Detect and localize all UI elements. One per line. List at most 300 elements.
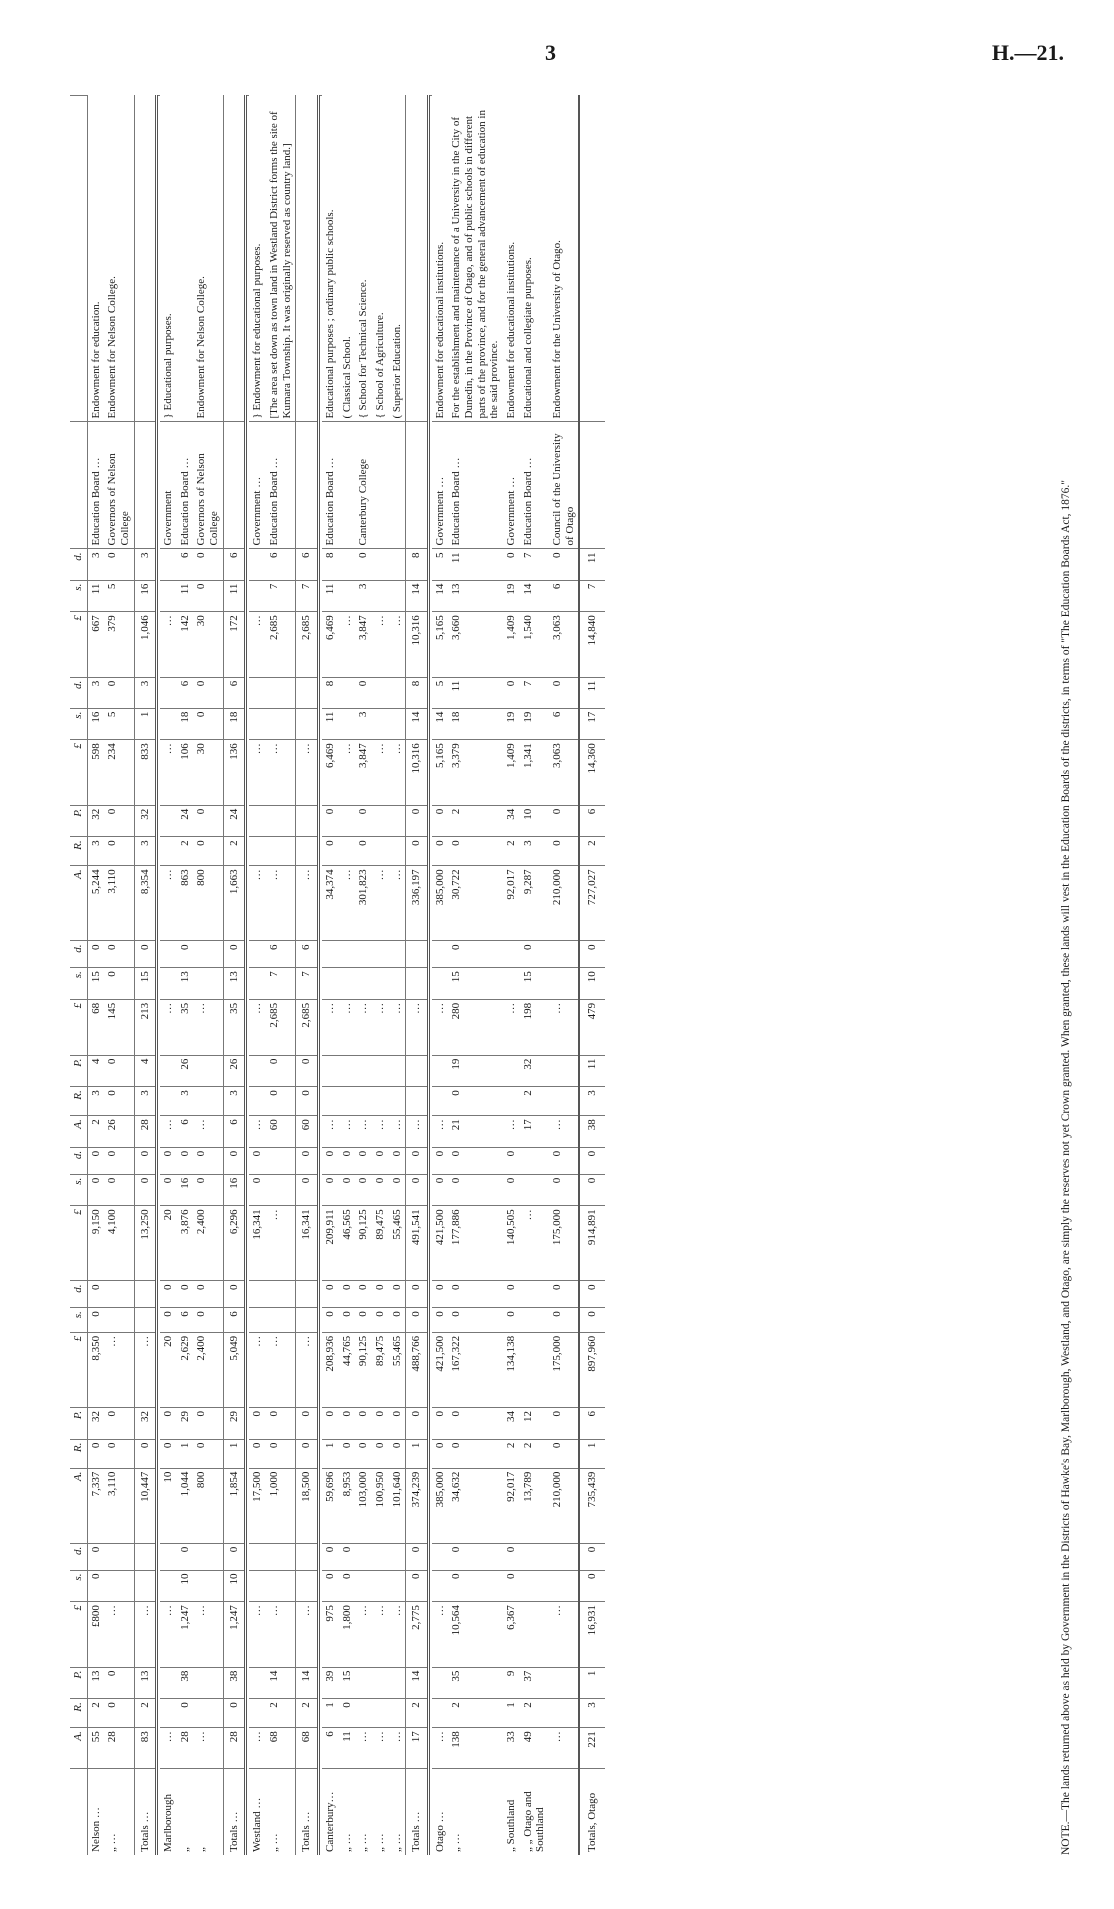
- value-cell: 0: [104, 837, 134, 866]
- value-cell: 6: [223, 1308, 246, 1333]
- district-cell: Otago …: [432, 1769, 449, 1855]
- value-cell: 2: [448, 1699, 503, 1728]
- value-cell: 0: [503, 549, 520, 580]
- value-cell: 6: [549, 708, 579, 740]
- value-cell: 134,138: [503, 1332, 520, 1407]
- value-cell: …: [503, 1116, 520, 1148]
- value-cell: [372, 1699, 389, 1728]
- value-cell: 15: [87, 968, 104, 1000]
- value-cell: 0: [249, 1408, 266, 1440]
- document-code: H.—21.: [991, 40, 1064, 65]
- value-cell: 5,165: [432, 612, 449, 677]
- value-cell: 10: [160, 1468, 177, 1543]
- value-cell: 0: [448, 1543, 503, 1570]
- value-cell: …: [372, 999, 389, 1055]
- value-cell: …: [296, 1602, 319, 1667]
- value-cell: [389, 1543, 406, 1570]
- value-cell: 8: [406, 677, 429, 708]
- column-header-cell: s.: [70, 968, 87, 1000]
- vested-in-cell: [579, 422, 605, 549]
- district-cell: Totals, Otago: [579, 1769, 605, 1855]
- value-cell: 0: [193, 677, 223, 708]
- value-cell: [372, 677, 389, 708]
- value-cell: 0: [266, 1055, 296, 1087]
- value-cell: 6: [177, 549, 194, 580]
- value-cell: …: [266, 740, 296, 805]
- value-cell: 0: [355, 1308, 372, 1333]
- value-cell: 3: [355, 708, 372, 740]
- value-cell: [249, 1543, 266, 1570]
- vested-in-cell: [296, 422, 319, 549]
- value-cell: 0: [432, 805, 449, 837]
- value-cell: 2: [448, 805, 503, 837]
- value-cell: 0: [549, 1281, 579, 1308]
- purpose-cell: Endowment for Nelson College.: [195, 276, 208, 419]
- vested-in-cell: Canterbury College: [355, 422, 372, 549]
- value-cell: 0: [223, 941, 246, 968]
- value-cell: 2: [223, 837, 246, 866]
- value-cell: 6: [177, 1116, 194, 1148]
- value-cell: 385,000: [432, 1468, 449, 1543]
- value-cell: 11: [339, 1728, 356, 1769]
- value-cell: …: [193, 1602, 223, 1667]
- table-row: [432, 96, 449, 1856]
- value-cell: [355, 941, 372, 968]
- value-cell: 0: [296, 1439, 319, 1468]
- vested-in-cell: Education Board …: [266, 422, 296, 549]
- value-cell: 0: [87, 941, 104, 968]
- value-cell: 10,447: [134, 1468, 157, 1543]
- value-cell: 10,316: [406, 612, 429, 677]
- value-cell: 3: [87, 837, 104, 866]
- value-cell: 280: [448, 999, 503, 1055]
- value-cell: 0: [296, 1147, 319, 1174]
- value-cell: 2: [503, 837, 520, 866]
- district-cell: Westland …: [249, 1769, 266, 1855]
- value-cell: 2: [520, 1087, 549, 1116]
- purpose-cell: [134, 96, 157, 423]
- value-cell: 8,350: [87, 1332, 104, 1407]
- value-cell: 0: [549, 1308, 579, 1333]
- value-cell: 0: [406, 1174, 429, 1206]
- value-cell: 0: [249, 1174, 266, 1206]
- value-cell: 301,823: [355, 866, 372, 941]
- value-cell: …: [406, 1116, 429, 1148]
- value-cell: …: [372, 612, 389, 677]
- value-cell: 0: [104, 968, 134, 1000]
- vested-in-cell: [223, 422, 246, 549]
- value-cell: 0: [355, 1439, 372, 1468]
- value-cell: 8,354: [134, 866, 157, 941]
- value-cell: 38: [579, 1116, 605, 1148]
- value-cell: 3,660: [448, 612, 503, 677]
- value-cell: [372, 941, 389, 968]
- value-cell: [339, 549, 356, 580]
- value-cell: …: [432, 1602, 449, 1667]
- value-cell: 0: [448, 941, 503, 968]
- value-cell: 3: [223, 1087, 246, 1116]
- value-cell: [296, 708, 319, 740]
- purpose-cell: Endowment for the University of Otago.: [550, 240, 563, 419]
- value-cell: 16: [177, 1174, 194, 1206]
- purpose-cell: ( Classical School.: [340, 336, 353, 419]
- district-cell: „ …: [266, 1769, 296, 1855]
- value-cell: 1: [223, 1439, 246, 1468]
- column-header-cell: d.: [70, 1281, 87, 1308]
- value-cell: 0: [355, 1147, 372, 1174]
- value-cell: 0: [355, 1408, 372, 1440]
- value-cell: 11: [322, 580, 339, 612]
- value-cell: 6: [579, 805, 605, 837]
- value-cell: 0: [579, 1570, 605, 1602]
- value-cell: [193, 968, 223, 1000]
- value-cell: 0: [177, 1543, 194, 1570]
- value-cell: 1: [579, 1439, 605, 1468]
- value-cell: [372, 549, 389, 580]
- value-cell: 0: [104, 1174, 134, 1206]
- value-cell: …: [339, 1116, 356, 1148]
- value-cell: [249, 677, 266, 708]
- value-cell: [322, 1055, 339, 1087]
- vested-in-cell: [372, 422, 389, 549]
- value-cell: 13: [177, 968, 194, 1000]
- purpose-cell: Endowment for educational institutions.: [505, 241, 518, 419]
- value-cell: 14: [520, 580, 549, 612]
- value-cell: 138: [448, 1728, 503, 1769]
- totals-row: [579, 96, 605, 1856]
- value-cell: [249, 1281, 266, 1308]
- value-cell: 0: [549, 1439, 579, 1468]
- value-cell: 11: [579, 1055, 605, 1087]
- value-cell: [193, 1570, 223, 1602]
- value-cell: 1,044: [177, 1468, 194, 1543]
- purpose-cell: [The area set down as town land in Westland District forms the site of Kumara Township. It was originally reserved as country land.]: [268, 111, 293, 419]
- value-cell: 0: [339, 1408, 356, 1440]
- value-cell: 0: [579, 1174, 605, 1206]
- value-cell: …: [372, 866, 389, 941]
- value-cell: …: [104, 1602, 134, 1667]
- value-cell: 0: [177, 941, 194, 968]
- value-cell: 0: [322, 1408, 339, 1440]
- value-cell: 0: [296, 1055, 319, 1087]
- value-cell: 385,000: [432, 866, 449, 941]
- value-cell: 6,469: [322, 740, 339, 805]
- value-cell: 3: [355, 580, 372, 612]
- value-cell: 1,341: [520, 740, 549, 805]
- vested-in-cell: Education Board …: [177, 422, 194, 549]
- value-cell: 0: [406, 805, 429, 837]
- value-cell: [339, 708, 356, 740]
- value-cell: [134, 1308, 157, 1333]
- vested-in-cell: Education Board …: [322, 422, 339, 549]
- value-cell: [503, 1055, 520, 1087]
- value-cell: …: [249, 740, 266, 805]
- value-cell: 3,876: [177, 1206, 194, 1281]
- value-cell: 14: [406, 580, 429, 612]
- value-cell: 15: [448, 968, 503, 1000]
- value-cell: 0: [266, 1408, 296, 1440]
- value-cell: 0: [104, 1667, 134, 1699]
- value-cell: [249, 708, 266, 740]
- value-cell: 3,063: [549, 612, 579, 677]
- value-cell: 667: [87, 612, 104, 677]
- value-cell: 0: [249, 1439, 266, 1468]
- value-cell: 491,541: [406, 1206, 429, 1281]
- value-cell: …: [339, 740, 356, 805]
- value-cell: 0: [87, 1147, 104, 1174]
- value-cell: [296, 1281, 319, 1308]
- value-cell: 0: [372, 1147, 389, 1174]
- value-cell: 198: [520, 999, 549, 1055]
- value-cell: 15: [134, 968, 157, 1000]
- value-cell: [266, 1147, 296, 1174]
- value-cell: 0: [339, 1570, 356, 1602]
- value-cell: [160, 1570, 177, 1602]
- value-cell: …: [389, 999, 406, 1055]
- column-header-cell: d.: [70, 677, 87, 708]
- value-cell: 26: [223, 1055, 246, 1087]
- value-cell: 55,465: [389, 1206, 406, 1281]
- value-cell: 863: [177, 866, 194, 941]
- value-cell: 3: [134, 837, 157, 866]
- value-cell: [389, 677, 406, 708]
- value-cell: [249, 805, 266, 837]
- value-cell: 39: [322, 1667, 339, 1699]
- value-cell: [389, 1699, 406, 1728]
- value-cell: 38: [223, 1667, 246, 1699]
- value-cell: 0: [549, 677, 579, 708]
- value-cell: 2,685: [266, 612, 296, 677]
- value-cell: 17: [579, 708, 605, 740]
- value-cell: [520, 1308, 549, 1333]
- value-cell: 177,886: [448, 1206, 503, 1281]
- value-cell: 0: [448, 1087, 503, 1116]
- value-cell: 6: [266, 941, 296, 968]
- value-cell: 1: [322, 1439, 339, 1468]
- value-cell: 103,000: [355, 1468, 372, 1543]
- value-cell: 6: [177, 677, 194, 708]
- value-cell: …: [160, 740, 177, 805]
- value-cell: 1,540: [520, 612, 549, 677]
- value-cell: …: [355, 1116, 372, 1148]
- purpose-cell: { School of Agriculture.: [373, 312, 386, 419]
- value-cell: 13: [87, 1667, 104, 1699]
- value-cell: 5,244: [87, 866, 104, 941]
- value-cell: 0: [448, 1281, 503, 1308]
- value-cell: 167,322: [448, 1332, 503, 1407]
- value-cell: [160, 968, 177, 1000]
- value-cell: [296, 1570, 319, 1602]
- rotated-table-sheet: [70, 95, 1072, 1855]
- value-cell: 0: [432, 1308, 449, 1333]
- value-cell: [503, 941, 520, 968]
- value-cell: 0: [549, 549, 579, 580]
- value-cell: 1: [406, 1439, 429, 1468]
- value-cell: 7: [266, 580, 296, 612]
- value-cell: 3: [134, 677, 157, 708]
- purpose-cell: [579, 96, 605, 423]
- purpose-cell: Endowment for education.: [89, 301, 102, 419]
- purpose-cell: { School for Technical Science.: [357, 279, 370, 419]
- column-header-cell: s.: [70, 1174, 87, 1206]
- endowments-table: [70, 95, 605, 1855]
- value-cell: 90,125: [355, 1332, 372, 1407]
- value-cell: 10: [223, 1570, 246, 1602]
- vested-in-cell: [134, 422, 157, 549]
- value-cell: …: [549, 1728, 579, 1769]
- value-cell: 16: [134, 580, 157, 612]
- value-cell: 11: [579, 549, 605, 580]
- value-cell: 421,500: [432, 1332, 449, 1407]
- column-header-cell: d.: [70, 941, 87, 968]
- value-cell: [520, 1147, 549, 1174]
- value-cell: [355, 1667, 372, 1699]
- value-cell: [339, 1055, 356, 1087]
- value-cell: 14,840: [579, 612, 605, 677]
- value-cell: [520, 1174, 549, 1206]
- district-cell: „ …: [389, 1769, 406, 1855]
- district-cell: Nelson …: [87, 1769, 104, 1855]
- value-cell: 9,150: [87, 1206, 104, 1281]
- value-cell: 897,960: [579, 1332, 605, 1407]
- value-cell: 374,239: [406, 1468, 429, 1543]
- value-cell: [160, 549, 177, 580]
- value-cell: 172: [223, 612, 246, 677]
- value-cell: 833: [134, 740, 157, 805]
- value-cell: [160, 1087, 177, 1116]
- value-cell: 210,000: [549, 866, 579, 941]
- value-cell: 7: [296, 968, 319, 1000]
- value-cell: [339, 580, 356, 612]
- value-cell: 34: [503, 1408, 520, 1440]
- value-cell: [432, 1087, 449, 1116]
- value-cell: 7: [266, 968, 296, 1000]
- value-cell: 0: [372, 1439, 389, 1468]
- value-cell: …: [372, 1116, 389, 1148]
- value-cell: 11: [448, 677, 503, 708]
- district-cell: „ „ Otago and Southland: [520, 1769, 549, 1855]
- value-cell: 0: [579, 1308, 605, 1333]
- value-cell: [266, 805, 296, 837]
- value-cell: 1: [579, 1667, 605, 1699]
- value-cell: [339, 677, 356, 708]
- value-cell: 19: [448, 1055, 503, 1087]
- value-cell: 8: [322, 677, 339, 708]
- value-cell: [339, 968, 356, 1000]
- value-cell: [389, 580, 406, 612]
- value-cell: 11: [322, 708, 339, 740]
- value-cell: …: [389, 866, 406, 941]
- district-cell: [549, 1769, 579, 1855]
- table-row: [177, 96, 194, 1856]
- value-cell: 0: [448, 1174, 503, 1206]
- value-cell: 0: [104, 1147, 134, 1174]
- value-cell: 16,341: [249, 1206, 266, 1281]
- value-cell: 2,685: [296, 612, 319, 677]
- value-cell: …: [266, 1602, 296, 1667]
- column-header-cell: [70, 96, 87, 423]
- value-cell: 0: [549, 837, 579, 866]
- value-cell: …: [355, 999, 372, 1055]
- value-cell: 90,125: [355, 1206, 372, 1281]
- value-cell: 0: [104, 805, 134, 837]
- district-cell: Totals …: [134, 1769, 157, 1855]
- column-header-cell: s.: [70, 708, 87, 740]
- value-cell: 1,663: [223, 866, 246, 941]
- value-cell: [406, 1055, 429, 1087]
- value-cell: …: [503, 999, 520, 1055]
- value-cell: 914,891: [579, 1206, 605, 1281]
- table-row: [389, 96, 406, 1856]
- value-cell: 1: [322, 1699, 339, 1728]
- value-cell: …: [249, 1332, 266, 1407]
- value-cell: [266, 1543, 296, 1570]
- value-cell: 0: [549, 1174, 579, 1206]
- value-cell: 6: [549, 580, 579, 612]
- value-cell: [249, 1667, 266, 1699]
- value-cell: 7: [579, 580, 605, 612]
- value-cell: 0: [104, 1408, 134, 1440]
- value-cell: 14: [266, 1667, 296, 1699]
- value-cell: [249, 1699, 266, 1728]
- value-cell: …: [104, 1332, 134, 1407]
- value-cell: 6,469: [322, 612, 339, 677]
- value-cell: 16,931: [579, 1602, 605, 1667]
- value-cell: 2,775: [406, 1602, 429, 1667]
- value-cell: 35: [223, 999, 246, 1055]
- table-row: [249, 96, 266, 1856]
- value-cell: …: [249, 612, 266, 677]
- vested-in-cell: [389, 422, 406, 549]
- value-cell: 0: [193, 1308, 223, 1333]
- column-header-cell: £: [70, 1332, 87, 1407]
- value-cell: 3: [87, 549, 104, 580]
- value-cell: 29: [177, 1408, 194, 1440]
- value-cell: [104, 1543, 134, 1570]
- value-cell: 0: [322, 1281, 339, 1308]
- value-cell: 68: [296, 1728, 319, 1769]
- value-cell: 975: [322, 1602, 339, 1667]
- value-cell: 735,439: [579, 1468, 605, 1543]
- value-cell: 26: [104, 1116, 134, 1148]
- value-cell: 0: [266, 1087, 296, 1116]
- value-cell: [389, 549, 406, 580]
- value-cell: 17: [520, 1116, 549, 1148]
- value-cell: 0: [87, 1174, 104, 1206]
- value-cell: [372, 805, 389, 837]
- value-cell: 0: [432, 837, 449, 866]
- value-cell: 421,500: [432, 1206, 449, 1281]
- value-cell: 0: [520, 941, 549, 968]
- purpose-cell: ( Superior Education.: [390, 324, 403, 419]
- value-cell: …: [266, 1206, 296, 1281]
- value-cell: 35: [448, 1667, 503, 1699]
- value-cell: 7: [520, 549, 549, 580]
- table-row: [372, 96, 389, 1856]
- value-cell: …: [249, 866, 266, 941]
- table-row: [87, 96, 104, 1856]
- vested-in-cell: Education Board …: [87, 422, 104, 549]
- value-cell: 136: [223, 740, 246, 805]
- value-cell: [296, 1308, 319, 1333]
- column-header-cell: s.: [70, 1570, 87, 1602]
- value-cell: 3: [520, 837, 549, 866]
- value-cell: 0: [223, 1543, 246, 1570]
- value-cell: 0: [503, 1308, 520, 1333]
- value-cell: 32: [134, 805, 157, 837]
- value-cell: 175,000: [549, 1206, 579, 1281]
- value-cell: 18: [223, 708, 246, 740]
